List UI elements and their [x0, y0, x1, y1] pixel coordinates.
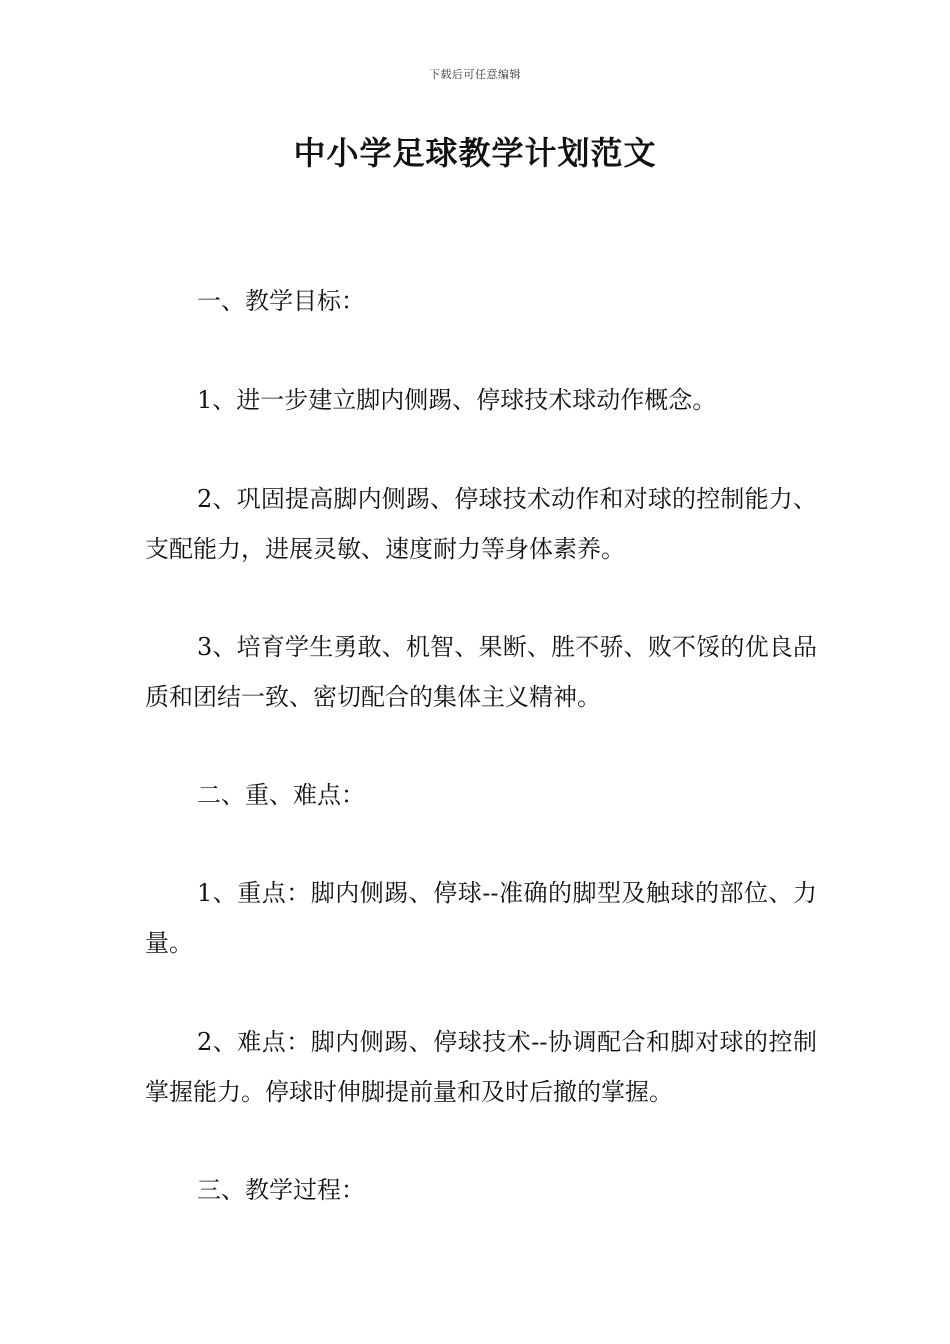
objective-item-1: 1、进一步建立脚内侧踢、停球技术球动作概念。 [197, 386, 717, 414]
header-note: 下载后可任意编辑 [429, 68, 521, 81]
section-heading-objectives: 一、教学目标： [197, 287, 365, 315]
section-heading-key-points: 二、重、难点： [197, 781, 365, 809]
objective-item-3: 3、培育学生勇敢、机智、果断、胜不骄、败不馁的优良品质和团结一致、密切配合的集体主义精神。 [145, 633, 817, 711]
section-heading-process: 三、教学过程： [197, 1176, 365, 1204]
objective-item-2: 2、巩固提高脚内侧踢、停球技术动作和对球的控制能力、支配能力，进展灵敏、速度耐力等身体素养。 [145, 485, 817, 563]
document-title: 中小学足球教学计划范文 [293, 134, 657, 172]
key-point-item-1: 1、重点：脚内侧踢、停球--准确的脚型及触球的部位、力量。 [145, 879, 817, 957]
key-point-item-2: 2、难点：脚内侧踢、停球技术--协调配合和脚对球的控制掌握能力。停球时伸脚提前量和及时后撤的掌握。 [145, 1028, 817, 1106]
